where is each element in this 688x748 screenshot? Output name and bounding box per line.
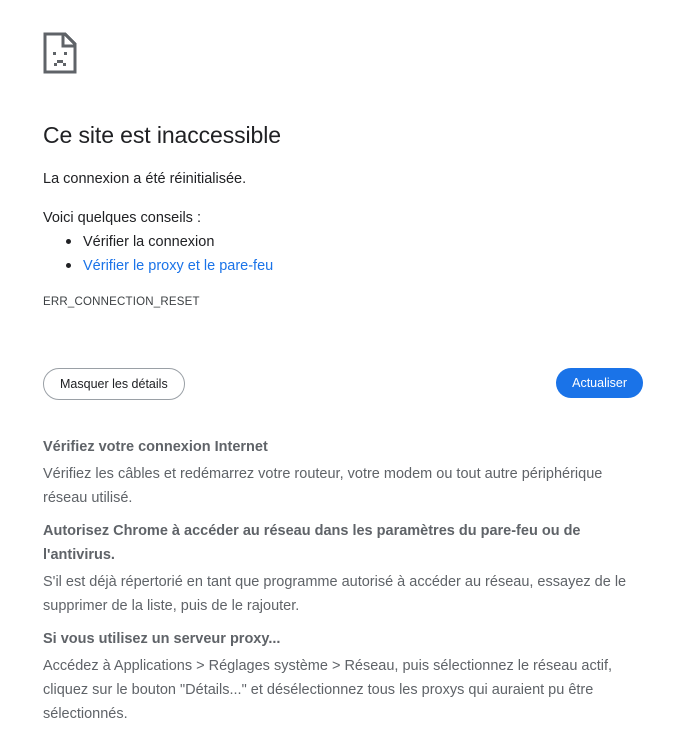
detail-body: S'il est déjà répertorié en tant que programme autorisé à accéder au réseau, essayez de le supprimer de la liste, puis de le rajouter. [43,574,627,614]
detail-heading: Autorisez Chrome à accéder au réseau dans les paramètres du pare-feu ou de l'antivirus. [43,523,581,563]
detail-check-internet [43,435,643,510]
sad-page-icon [43,32,77,74]
error-code: ERR_CONNECTION_RESET [43,296,200,308]
tips-list [43,231,273,279]
detail-proxy [43,627,643,726]
detail-body: Accédez à Applications > Réglages système > Réseau, puis sélectionnez le réseau actif, cliquez sur le bouton "Détails..." et désélectionnez tous les proxys qui auraient pu être sélectionnés. [43,658,613,722]
reload-button[interactable]: Actualiser [556,368,643,398]
detail-firewall [43,519,643,618]
page-title: Ce site est inaccessible [43,122,281,148]
tips-label: Voici quelques conseils : [43,210,201,226]
bullet-icon [66,263,71,268]
bullet-icon [66,239,71,244]
detail-heading: Si vous utilisez un serveur proxy... [43,631,281,647]
detail-heading: Vérifiez votre connexion Internet [43,439,268,455]
tip-label: Vérifier la connexion [83,234,215,250]
detail-body: Vérifiez les câbles et redémarrez votre routeur, votre modem ou tout autre périphérique réseau utilisé. [43,466,603,506]
details-section [43,435,643,735]
error-description: La connexion a été réinitialisée. [43,171,247,187]
hide-details-button[interactable]: Masquer les détails [43,368,185,400]
tip-check-connection [43,231,273,255]
tip-link-label[interactable]: Vérifier le proxy et le pare-feu [83,258,274,274]
tip-check-proxy-link[interactable] [43,255,273,279]
